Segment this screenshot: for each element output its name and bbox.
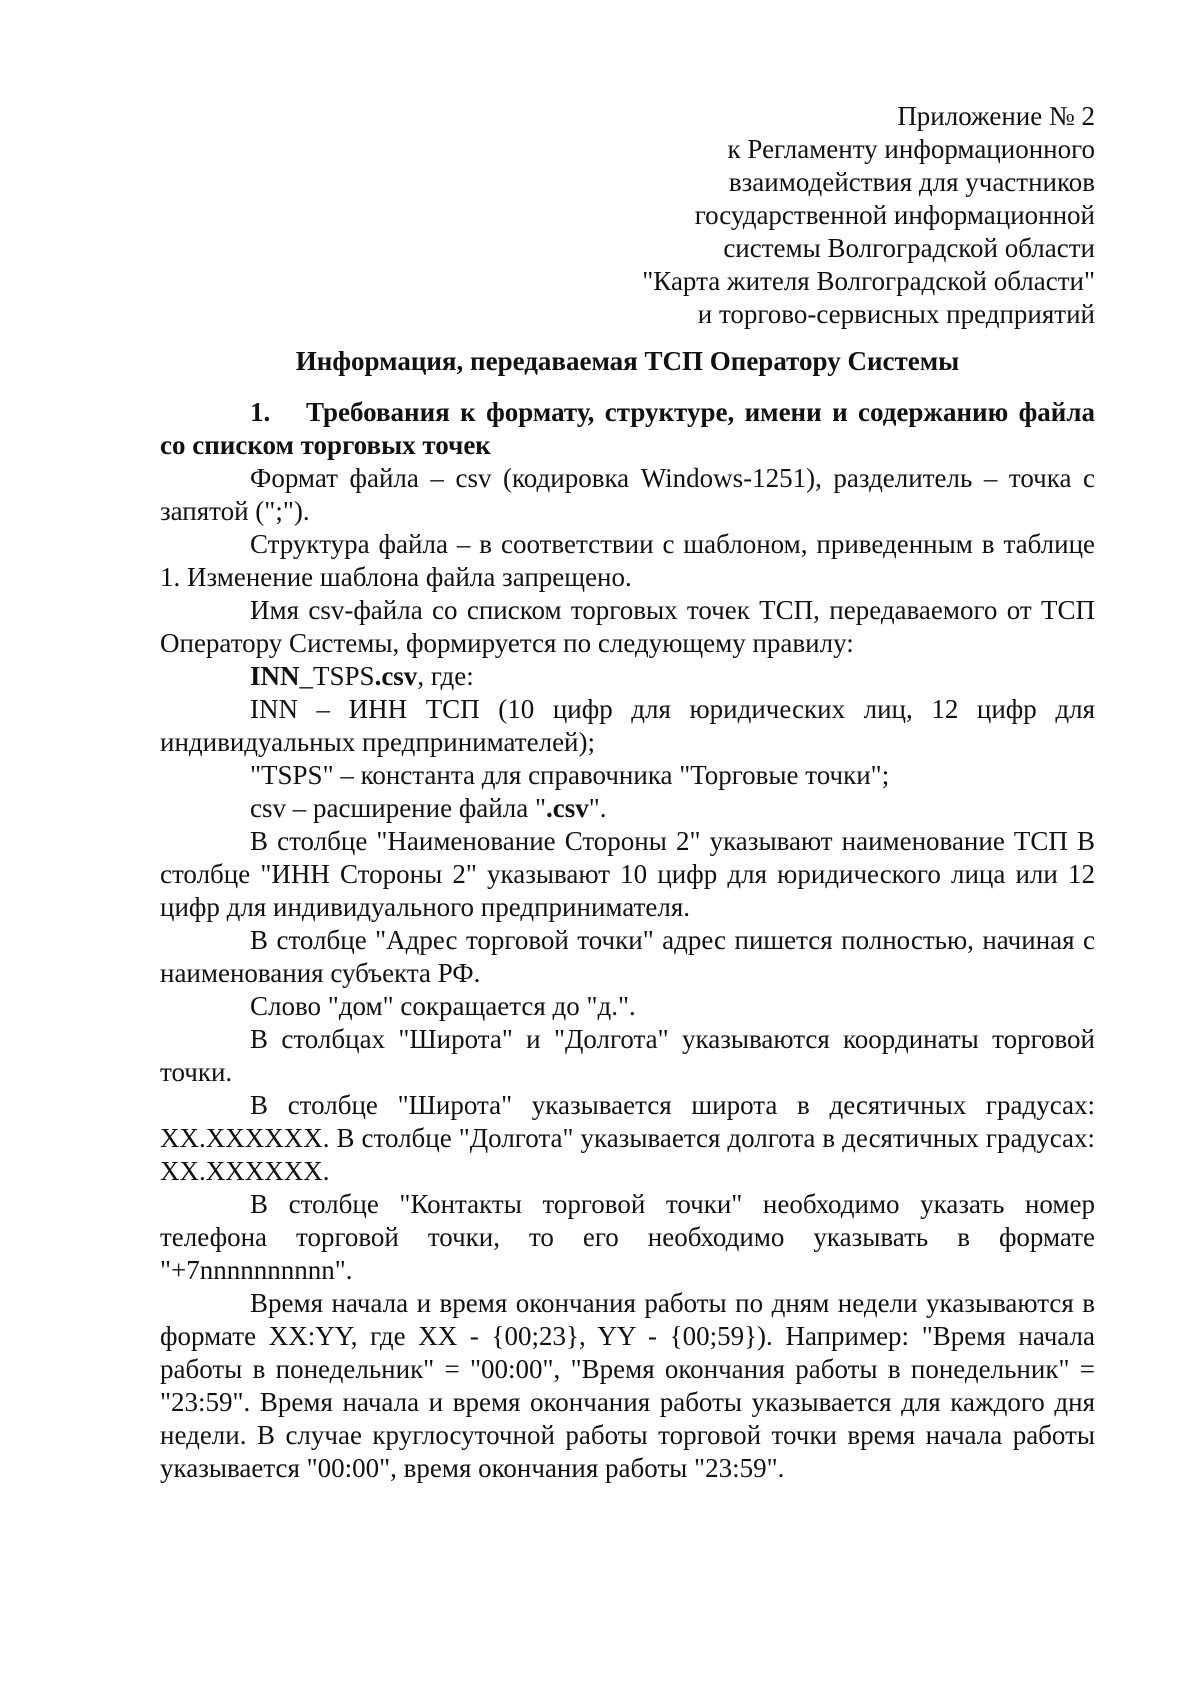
document-title: Информация, передаваемая ТСП Оператору Системы — [295, 346, 960, 376]
pattern-tsps: _TSPS — [299, 661, 375, 691]
paragraph-contacts: В столбце "Контакты торговой точки" необходимо указать номер телефона торговой точки, то его необходимо указывать в формате "+7nnnnnnnnnn". — [160, 1189, 1095, 1285]
annex-line: Приложение № 2 — [897, 101, 1095, 131]
pattern-inn: INN — [250, 661, 300, 691]
csv-def-ext: .csv — [545, 793, 589, 823]
paragraph-house-abbrev: Слово "дом" сокращается до "д.". — [250, 991, 636, 1021]
paragraph-coordinates: В столбцах "Широта" и "Долгота" указываются координаты торговой точки. — [160, 1024, 1095, 1087]
pattern-where: , где: — [417, 661, 474, 691]
paragraph-party-name: В столбце "Наименование Стороны 2" указывают наименование ТСП В столбце "ИНН Стороны 2" указывают 10 цифр для юридического лица или 12 цифр для индивидуального предпринимателя. — [160, 826, 1095, 922]
csv-def-end: ". — [588, 793, 607, 823]
paragraph-file-name-pattern — [160, 660, 1095, 693]
annex-header — [160, 100, 1095, 331]
annex-line: государственной информационной — [694, 200, 1095, 230]
csv-def-text: csv – расширение файла " — [250, 793, 546, 823]
annex-line: "Карта жителя Волгоградской области" — [642, 266, 1095, 296]
section-heading — [160, 396, 1095, 462]
paragraph-lat-lon-format: В столбце "Широта" указывается широта в десятичных градусах: XX.XXXXXX. В столбце "Долгота" указывается долгота в десятичных градусах: XX.XXXXXX. — [160, 1090, 1095, 1186]
annex-line: и торгово-сервисных предприятий — [697, 299, 1095, 329]
paragraph-address: В столбце "Адрес торговой точки" адрес пишется полностью, начиная с наименования субъекта РФ. — [160, 925, 1095, 988]
annex-line: системы Волгоградской области — [723, 233, 1095, 263]
annex-line: к Регламенту информационного — [727, 134, 1095, 164]
paragraph-file-name-rule: Имя csv-файла со списком торговых точек ТСП, передаваемого от ТСП Оператору Системы, формируется по следующему правилу: — [160, 595, 1095, 658]
pattern-ext: .csv — [374, 661, 418, 691]
section-number: 1. — [250, 397, 271, 427]
paragraph-file-structure: Структура файла – в соответствии с шаблоном, приведенным в таблице 1. Изменение шаблона файла запрещено. — [160, 529, 1095, 592]
paragraph-inn-definition: INN – ИНН ТСП (10 цифр для юридических лиц, 12 цифр для индивидуальных предпринимателей); — [160, 694, 1095, 757]
document-page — [160, 100, 1095, 1485]
annex-line: взаимодействия для участников — [728, 167, 1095, 197]
section-heading-text: Требования к формату, структуре, имени и содержанию файла со списком торговых точек — [160, 397, 1095, 460]
paragraph-file-format: Формат файла – csv (кодировка Windows-1251), разделитель – точка с запятой (";"). — [160, 463, 1095, 526]
paragraph-working-hours: Время начала и время окончания работы по дням недели указываются в формате XX:YY, где XX - {00;23}, YY - {00;59}). Например: "Время начала работы в понедельник" = "00:00", "Время окончания работы в понедельник" = "23:59". Время начала и время окончания работы указывается для каждого дня недели. В случае круглосуточной работы торговой точки время начала работы указывается "00:00", время окончания работы "23:59". — [160, 1288, 1095, 1483]
paragraph-tsps-definition: "TSPS" – константа для справочника "Торговые точки"; — [250, 760, 890, 790]
paragraph-csv-definition — [160, 792, 1095, 825]
